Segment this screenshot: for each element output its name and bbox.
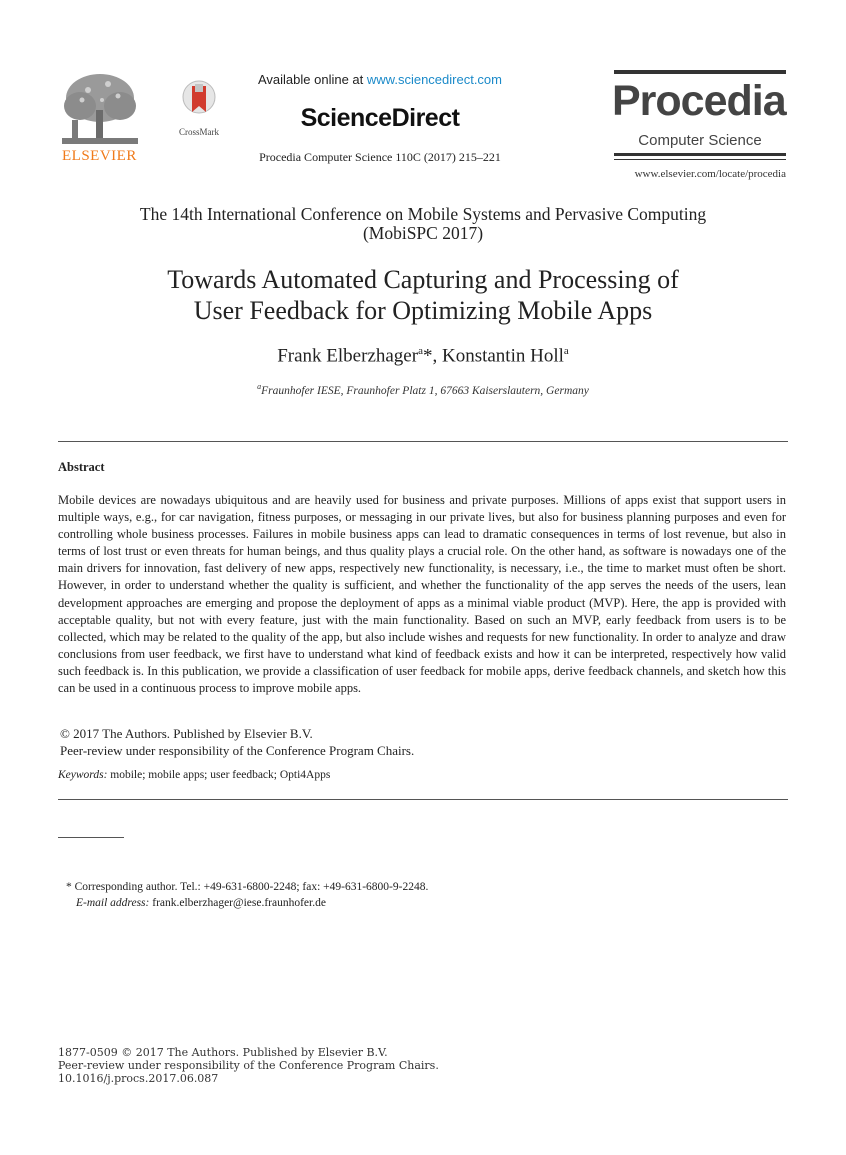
sciencedirect-wordmark: ScienceDirect: [300, 104, 460, 132]
abstract-body: Mobile devices are nowadays ubiquitous and are heavily used for business and private purposes. Millions of apps exist that support users in multiple ways, e.g., for car navigation, fitness purposes, or messaging in our private lives, but also for business planning purposes and even for controlling whole business processes. Failures in mobile business apps can lead to dramatic consequences in terms of lost revenue, but also in terms of lost trust or even threats for human beings, and thus quality plays a crucial role. On the other hand, as software is nowadays one of the main drivers for innovation, fast delivery of new apps, respectively new functionality, is necessary, i.e., the time to market must often be short. However, in order to understand whether the quality is sufficient, and whether the functionality of the app serves the needs of the users, lean development approaches are emerging and propose the deployment of apps as a minimal viable product (MVP). Here, the app is provided with acceptable quality, but not with every feature, just with the main functionality. Based on such an MVP, early feedback from users is to be collected, which may be related to the quality of the app, but also include wishes and requests for new functionality. In order to analyze and draw conclusions from user feedback, we first have to understand what kind of feedback exists and how it can be interpreted, respectively how valid such feedback is. In this publication, we provide a classification of user feedback for mobile apps, derive feedback channels, and sketch how this can be used in a continuous process to improve mobile apps.: [58, 493, 786, 696]
corresponding-author-note: * Corresponding author. Tel.: +49-631-6800-2248; fax: +49-631-6800-9-2248.: [66, 881, 429, 893]
author-1: Frank Elberzhager: [277, 345, 419, 367]
author-2: Konstantin Holl: [441, 345, 564, 367]
author-list: [60, 345, 786, 367]
email-line: [66, 896, 428, 912]
procedia-logo-rule-top: [614, 70, 786, 74]
crossmark-label: CrossMark: [179, 127, 219, 137]
email-label: E-mail address:: [76, 896, 150, 909]
procedia-url[interactable]: www.elsevier.com/locate/procedia: [634, 168, 786, 180]
elsevier-wordmark[interactable]: ELSEVIER: [62, 148, 137, 164]
availability-line: [230, 72, 530, 87]
corresponding-mark: *,: [422, 345, 442, 367]
abstract-bottom-rule: [58, 799, 788, 800]
footnote-rule: [58, 837, 124, 838]
abstract-heading: Abstract: [58, 460, 105, 474]
issn-line: 1877-0509 © 2017 The Authors. Published by Elsevier B.V.: [58, 1046, 388, 1059]
procedia-subtitle: Computer Science: [638, 132, 762, 149]
keywords-list: mobile; mobile apps; user feedback; Opti4Apps: [107, 769, 331, 781]
crossmark-icon: [182, 80, 216, 120]
paper-title: [60, 264, 786, 326]
copyright-line: © 2017 The Authors. Published by Elsevier B.V.: [60, 726, 313, 741]
email-address[interactable]: frank.elberzhager@iese.fraunhofer.de: [149, 896, 326, 909]
footnote: [66, 880, 428, 911]
affiliation-text: Fraunhofer IESE, Fraunhofer Platz 1, 67663 Kaiserslautern, Germany: [261, 384, 589, 397]
title-line-1: Towards Automated Capturing and Processing of: [167, 265, 679, 294]
publication-meta: [58, 1046, 439, 1085]
journal-reference: Procedia Computer Science 110C (2017) 215–221: [259, 150, 501, 164]
abstract-top-rule: [58, 441, 788, 442]
procedia-wordmark: Procedia: [612, 77, 786, 125]
available-prefix: Available online at: [257, 72, 367, 87]
peer-review-line: Peer-review under responsibility of the Conference Program Chairs.: [60, 743, 415, 758]
crossmark-badge[interactable]: [174, 80, 224, 136]
conference-name: [60, 205, 786, 243]
bottom-peer-review-line: Peer-review under responsibility of the Conference Program Chairs.: [58, 1059, 439, 1072]
keywords-label: Keywords:: [58, 769, 108, 781]
copyright-block: [60, 725, 414, 759]
conference-line-2: (MobiSPC 2017): [362, 223, 484, 243]
sciencedirect-link[interactable]: www.sciencedirect.com: [366, 72, 502, 87]
doi-line[interactable]: 10.1016/j.procs.2017.06.087: [58, 1072, 219, 1085]
keywords: [58, 769, 330, 781]
author-1-affil-mark: a: [418, 345, 423, 357]
procedia-logo-rule-thin: [614, 159, 786, 160]
procedia-logo-rule-bottom: [614, 153, 786, 156]
author-2-affil-mark: a: [563, 345, 569, 357]
affiliation: [60, 382, 786, 397]
affiliation-mark: a: [257, 382, 262, 391]
conference-line-1: The 14th International Conference on Mobile Systems and Pervasive Computing: [139, 204, 707, 224]
title-line-2: User Feedback for Optimizing Mobile Apps: [193, 296, 653, 325]
